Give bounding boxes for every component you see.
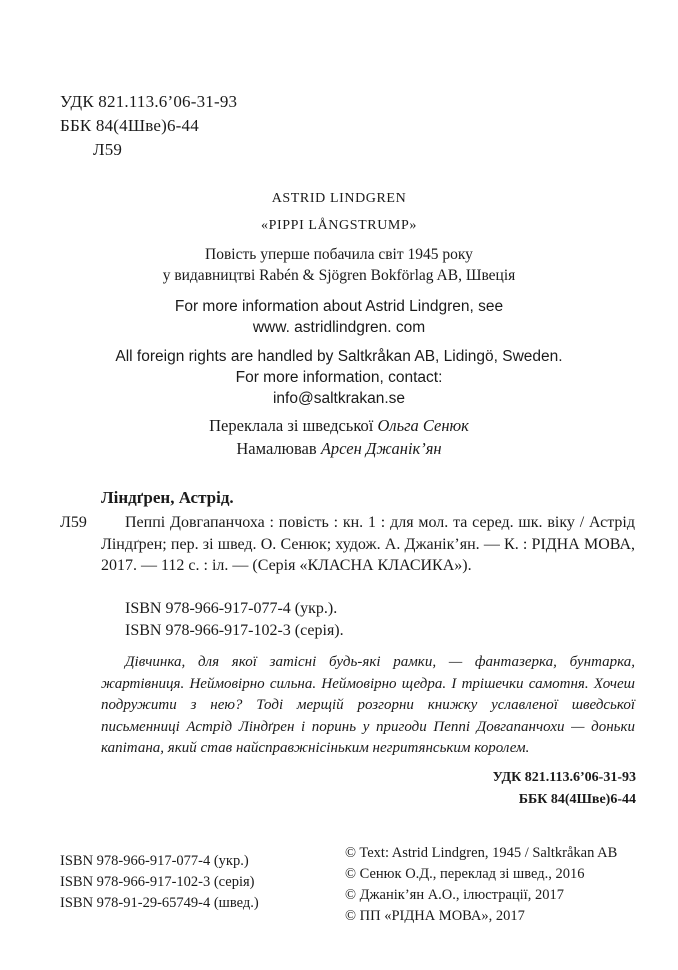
udk-code: УДК 821.113.6’06-31-93: [60, 92, 238, 111]
footer-isbn-series: ISBN 978-966-917-102-3 (серія): [60, 874, 255, 890]
credits-block: [0, 414, 678, 460]
illustrator-credit: Намалював Арсен Джанік’ян: [236, 439, 442, 458]
translator-credit: Переклала зі шведської Ольга Сенюк: [209, 416, 469, 435]
copyright-publisher: © ПП «РІДНА МОВА», 2017: [345, 908, 525, 924]
copyright-translation: © Сенюк О.Д., переклад зі швед., 2016: [345, 866, 585, 882]
bib-isbn-2: ISBN 978-966-917-102-3 (серія).: [125, 622, 344, 639]
original-title: «PIPPI LÅNGSTRUMP»: [261, 218, 417, 233]
rights-line-1: All foreign rights are handled by Saltkråkan AB, Lidingö, Sweden.: [115, 348, 563, 365]
original-title-block: [0, 215, 678, 236]
original-author: ASTRID LINDGREN: [271, 191, 407, 206]
original-edition-block: [0, 188, 678, 209]
annotation-text: Дівчинка, для якої затісні будь-які рамки, — фантазерка, бунтарка, жартівниця. Неймовірно сильна. Неймовірно щедра. І трішечки самотня. Хочеш подружити з нею? Тоді мерщій розгорни книжку уславленої шведської письменниці Астрід Ліндґрен і поринь у пригоди Пеппі Довгапанчохи — доньки капітана, який став найсправжнісіньким негритянським королем.: [101, 654, 635, 757]
bib-bbk: ББК 84(4Шве)6-44: [518, 792, 636, 807]
info-line-1: For more information about Astrid Lindgren, see: [174, 298, 504, 315]
publication-line-2: у видавництві Rabén & Sjögren Bokförlag AB, Швеція: [162, 267, 516, 284]
bbk-code: ББК 84(4Шве)6-44: [60, 116, 199, 135]
copyright-text: © Text: Astrid Lindgren, 1945 / Saltkråkan AB: [345, 845, 618, 861]
translator-name: Ольга Сенюк: [377, 416, 469, 435]
info-website: www. astridlindgren. com: [252, 319, 426, 336]
footer-isbn-ukr: ISBN 978-966-917-077-4 (укр.): [60, 853, 249, 869]
publication-note: [0, 244, 678, 286]
rights-email: info@saltkrakan.se: [272, 390, 406, 407]
rights-note: [0, 346, 678, 409]
bib-entry-text: Пеппі Довгапанчоха : повість : кн. 1 : для мол. та серед. шк. віку / Астрід Ліндґрен; пер. зі швед. О. Сенюк; худож. А. Джанік’ян. — К. : РІДНА МОВА, 2017. — 112 с. : іл. — (Серія «КЛАСНА КЛАСИКА»).: [101, 514, 635, 574]
bib-author-heading: Ліндґрен, Астрід.: [101, 488, 234, 507]
copyright-illustrations: © Джанік’ян А.О., ілюстрації, 2017: [345, 887, 564, 903]
info-note: [0, 296, 678, 338]
bib-isbn-1: ISBN 978-966-917-077-4 (укр.).: [125, 600, 338, 617]
bib-entry: [101, 512, 635, 577]
publication-line-1: Повість уперше побачила світ 1945 року: [205, 246, 473, 263]
bib-udk: УДК 821.113.6’06-31-93: [492, 770, 636, 785]
author-mark: Л59: [93, 140, 123, 159]
rights-line-2: For more information, contact:: [235, 369, 443, 386]
illustrator-name: Арсен Джанік’ян: [320, 439, 442, 458]
annotation: [101, 652, 635, 760]
footer-isbn-swe: ISBN 978-91-29-65749-4 (швед.): [60, 895, 259, 911]
bib-mark: Л59: [60, 514, 87, 531]
